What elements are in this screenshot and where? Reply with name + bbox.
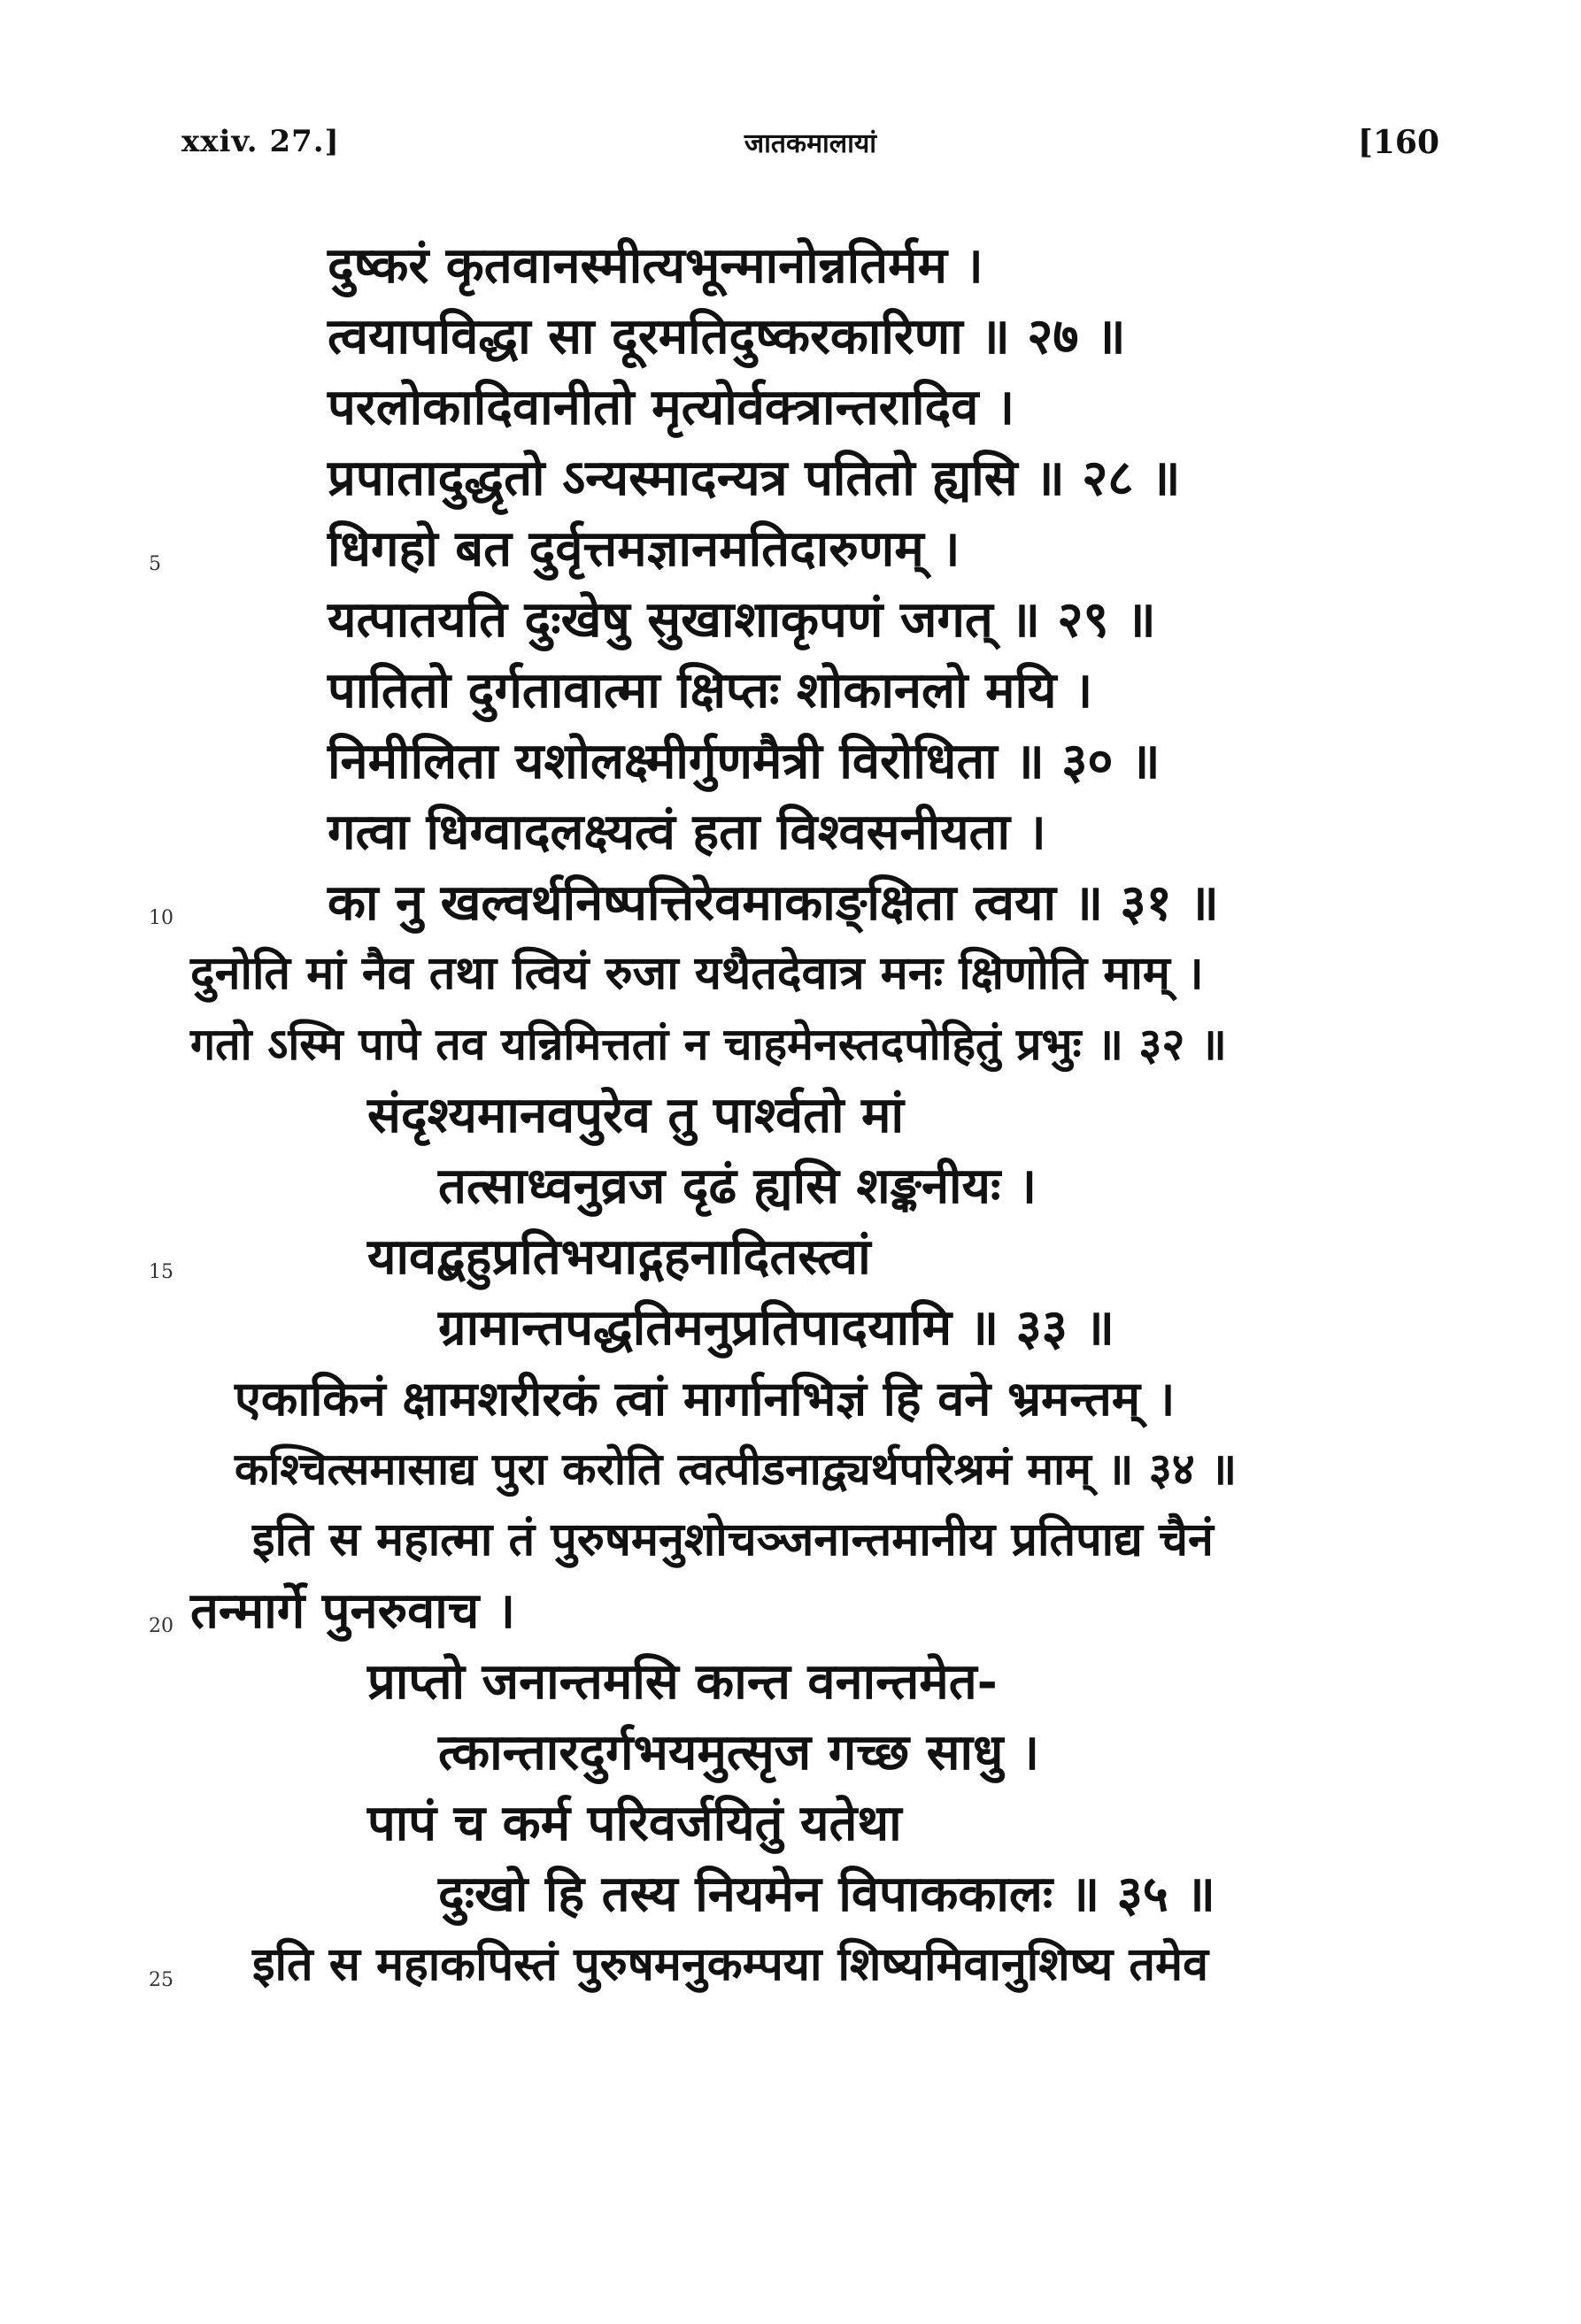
- verse-line: कश्चित्समासाद्य पुरा करोति त्वत्पीडनाद्व्यर्थपरिश्रमं माम् ॥ ३४ ॥: [235, 1443, 1238, 1495]
- verse-line: दुष्करं कृतवानस्मीत्यभून्मानोन्नतिर्मम ।: [328, 236, 983, 295]
- verse-line: दुःखो हि तस्य नियमेन विपाककालः ॥ ३५ ॥: [438, 1865, 1215, 1923]
- line-number: 5: [149, 553, 161, 575]
- prose-line: तन्मार्गे पुनरुवाच ।: [190, 1581, 516, 1640]
- verse-line: गत्वा धिग्वादलक्ष्यत्वं हता विश्वसनीयता ।: [328, 803, 1046, 861]
- verse-line: तत्साध्वनुव्रज दृढं ह्यसि शङ्कनीयः ।: [438, 1157, 1037, 1215]
- verse-line: ग्रामान्तपद्धतिमनुप्रतिपादयामि ॥ ३३ ॥: [438, 1298, 1114, 1357]
- verse-line: धिगहो बत दुर्वृत्तमज्ञानमतिदारुणम् ।: [328, 519, 960, 578]
- verse-line: गतो ऽस्मि पापे तव यन्निमित्ततां न चाहमेनस्तदपोहितुं प्रभुः ॥ ३२ ॥: [190, 1018, 1227, 1070]
- verse-line: एकाकिनं क्षामशरीरकं त्वां मार्गानभिज्ञं हि वने भ्रमन्तम् ।: [235, 1370, 1176, 1427]
- verse-line: संदृश्यमानवपुरेव तु पार्श्वतो मां: [367, 1086, 905, 1144]
- page-number: [160: [1357, 124, 1439, 161]
- verse-line: पातितो दुर्गतावात्मा क्षिप्तः शोकानलो मयि ।: [328, 661, 1093, 720]
- line-number: 20: [149, 1615, 174, 1637]
- running-header: [181, 124, 1439, 177]
- verse-line: निमीलिता यशोलक्ष्मीर्गुणमैत्री विरोधिता ॥ ३० ॥: [328, 732, 1161, 790]
- verse-line: पापं च कर्म परिवर्जयितुं यतेथा: [367, 1794, 902, 1852]
- verse-line: का नु खल्वर्थनिष्पत्तिरेवमाकाङ्क्षिता त्वया ॥ ३१ ॥: [328, 873, 1219, 932]
- prose-line: इति स महाकपिस्तं पुरुषमनुकम्पया शिष्यमिवानुशिष्य तमेव: [252, 1937, 1208, 1991]
- verse-line: दुनोति मां नैव तथा त्वियं रुजा यथैतदेवात्र मनः क्षिणोति माम् ।: [190, 946, 1204, 1000]
- prose-line: इति स महात्मा तं पुरुषमनुशोचञ्जनान्तमानीय प्रतिपाद्य चैनं: [252, 1512, 1214, 1566]
- verse-line: प्रपातादुद्धृतो ऽन्यस्मादन्यत्र पतितो ह्यसि ॥ २८ ॥: [328, 449, 1181, 507]
- line-number: 25: [149, 1969, 174, 1991]
- verse-line: परलोकादिवानीतो मृत्योर्वक्त्रान्तरादिव ।: [328, 378, 1015, 436]
- verse-line: यत्पातयति दुःखेषु सुखाशाकृपणं जगत् ॥ २९ ॥: [328, 590, 1156, 649]
- line-number: 10: [149, 907, 174, 929]
- verse-line: त्कान्तारदुर्गभयमुत्सृज गच्छ साधु ।: [438, 1723, 1040, 1781]
- line-number: 15: [149, 1261, 174, 1283]
- running-title: जातकमालायां: [744, 128, 877, 159]
- verse-line: यावद्बहुप्रतिभयाद्गहनादितस्त्वां: [367, 1227, 871, 1286]
- verse-line: प्राप्तो जनान्तमसि कान्त वनान्तमेत-: [367, 1652, 998, 1711]
- section-reference: xxiv. 27.]: [181, 124, 340, 159]
- verse-line: त्वयापविद्धा सा दूरमतिदुष्करकारिणा ॥ २७ ॥: [328, 307, 1126, 366]
